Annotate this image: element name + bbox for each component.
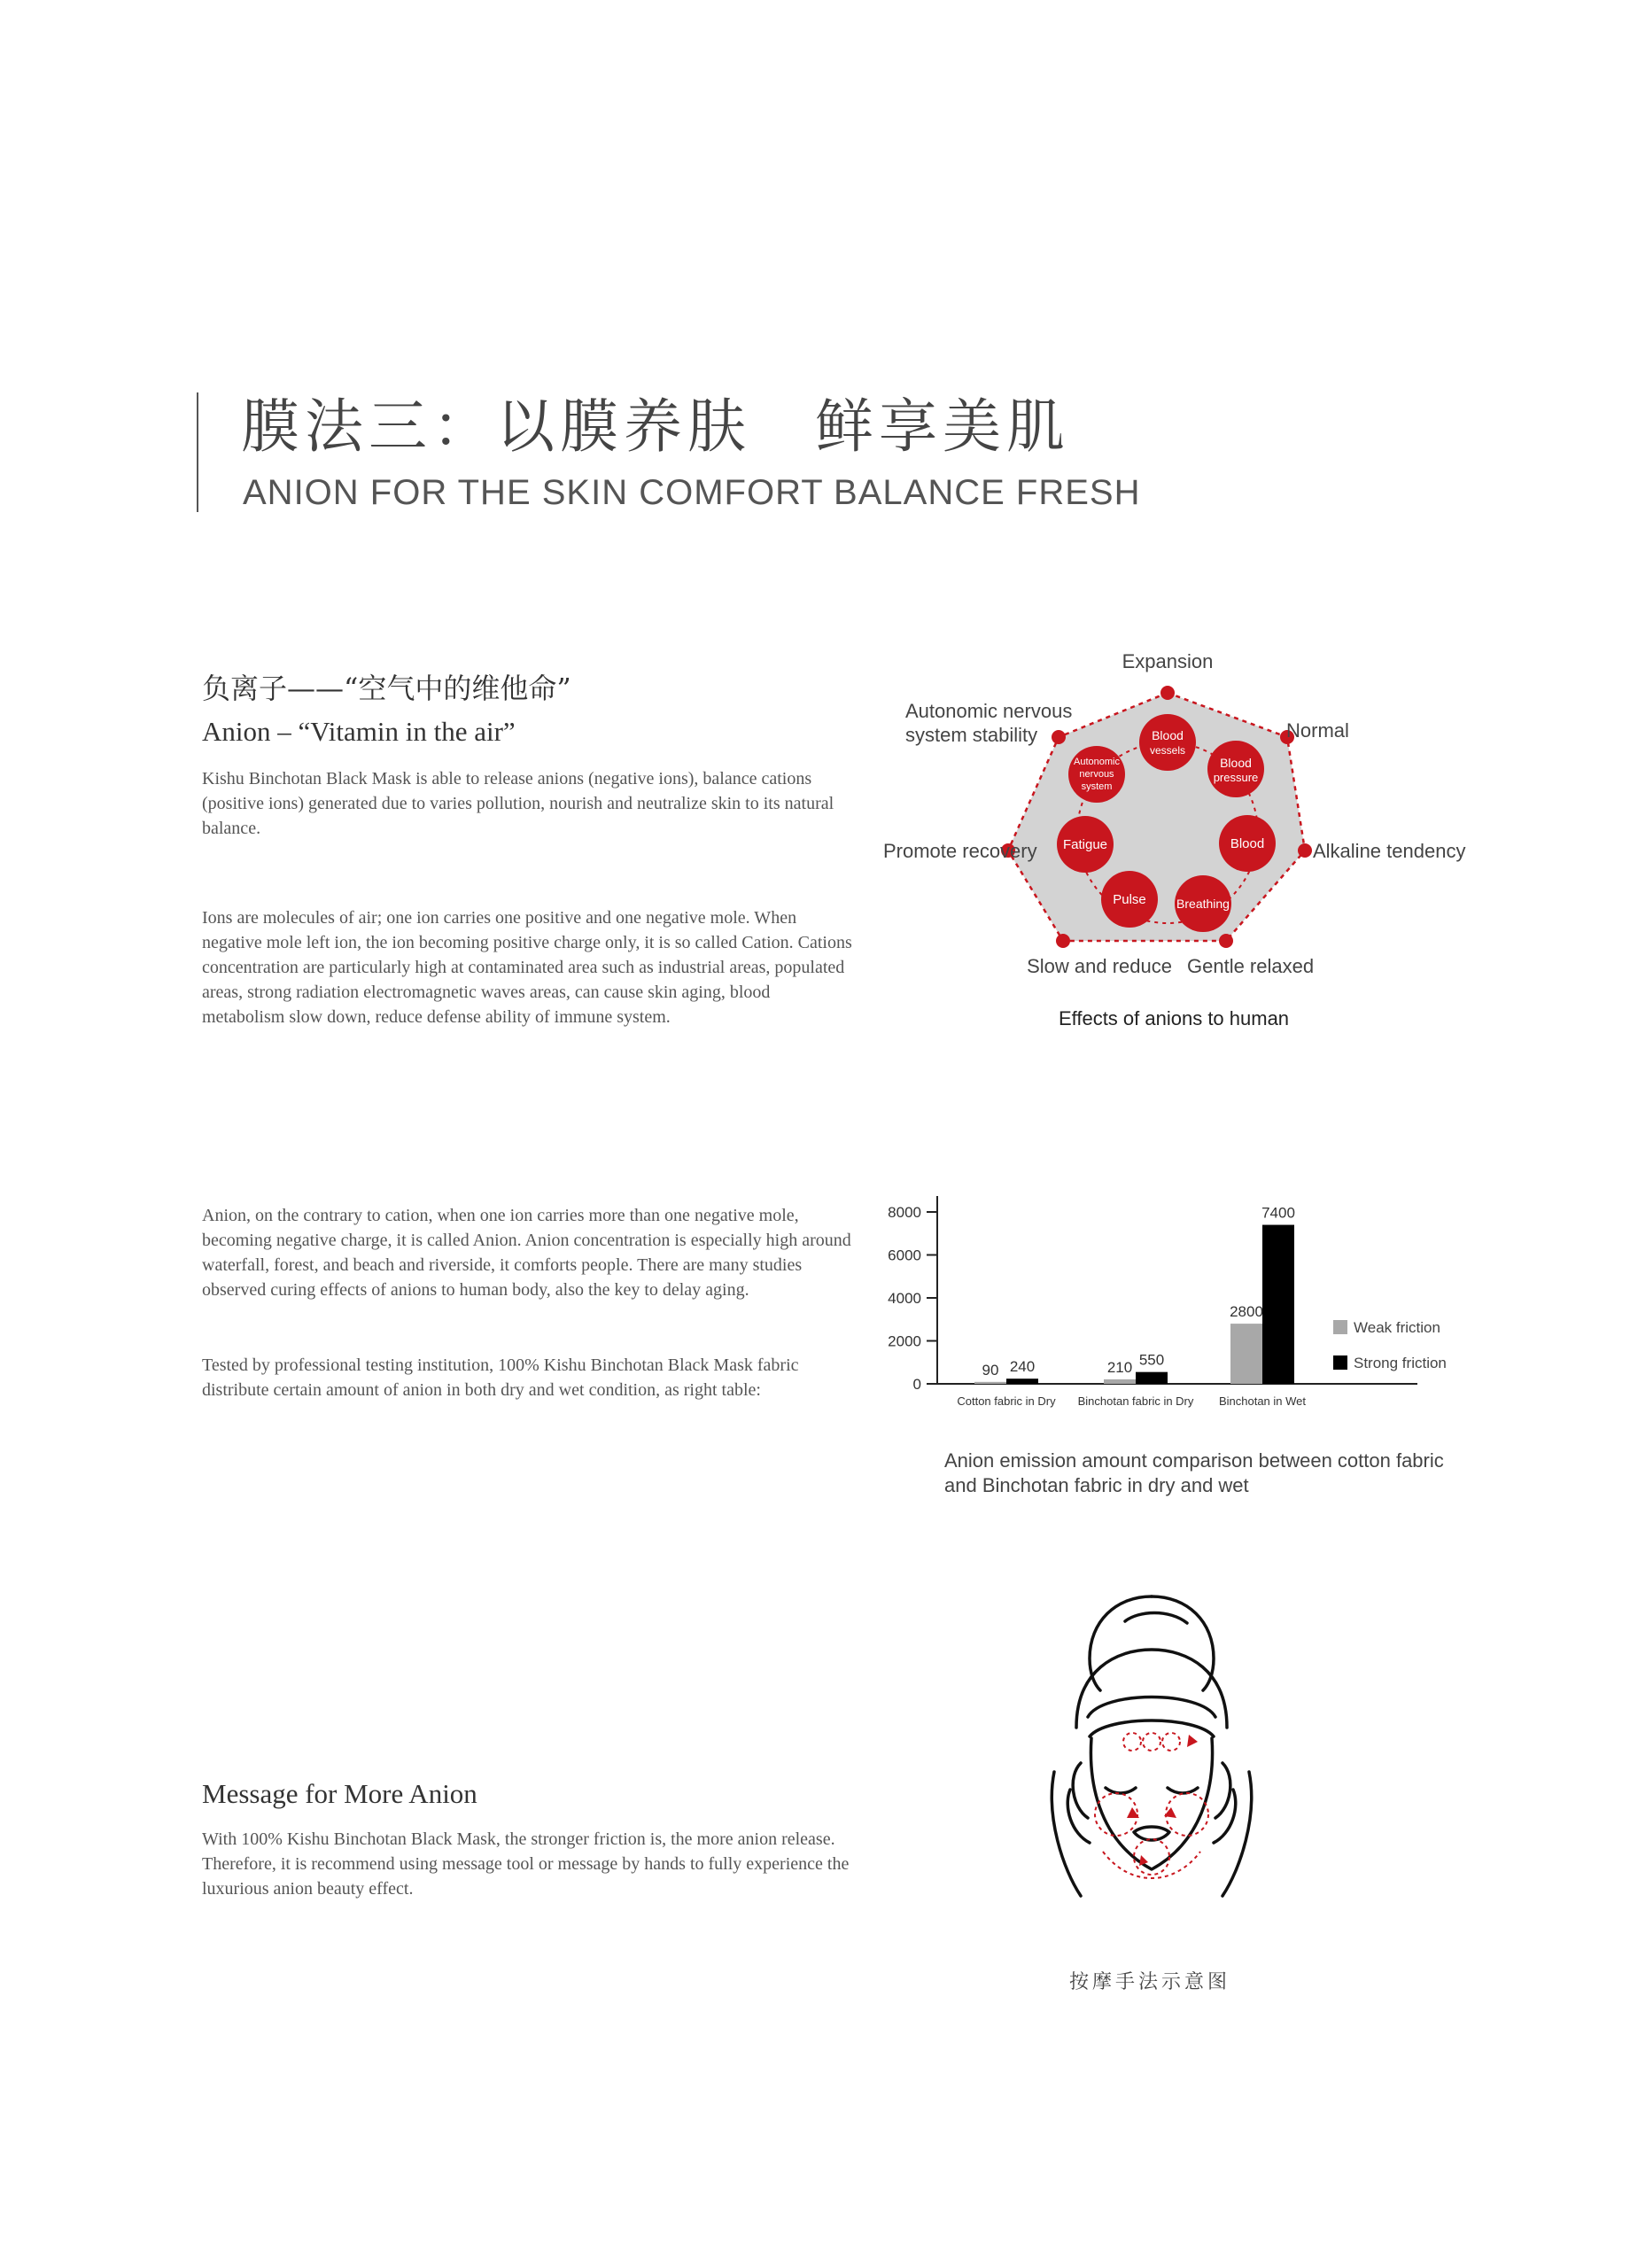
bar-value-label: 210 <box>1106 1358 1133 1376</box>
diagram-caption: Effects of anions to human <box>1058 1007 1290 1029</box>
circle-blood-pressure <box>1207 741 1264 797</box>
bun-line <box>1125 1613 1187 1624</box>
title-accent-bar <box>197 392 198 512</box>
bar-weak <box>1104 1379 1136 1384</box>
bar-value-label: 2800 <box>1230 1303 1263 1321</box>
eye-right <box>1168 1788 1198 1793</box>
massage-caption: 按摩手法示意图 <box>1068 1971 1230 1993</box>
label-expansion: Expansion <box>1122 650 1214 672</box>
bar-value-label: 7400 <box>1261 1204 1295 1222</box>
inner-label: Blood <box>1152 728 1184 742</box>
inner-label: nervous <box>1079 769 1114 780</box>
ion-paragraph: Ions are molecules of air; one ion carries one positive and one negative mole. When negative mole left ion, the ion becoming positive charge only, it is so called Cation. Cations concentration are particularly high at contaminated area such as industrial areas, populated areas, strong radiation electromagnetic waves areas, can cause skin aging, blood metabolism slow down, reduce defense ability of immune system. <box>202 908 852 1027</box>
hand-left-outer <box>1052 1772 1081 1896</box>
y-tick-label: 4000 <box>888 1290 921 1307</box>
circle-fatigue <box>1057 816 1114 873</box>
vertex-dot <box>1052 730 1066 744</box>
inner-label: system <box>1081 781 1113 792</box>
chart-caption-line2: and Binchotan fabric in dry and wet <box>944 1474 1249 1496</box>
section-title-cn: 负离子——“空气中的维他命” <box>202 672 571 705</box>
message-title: Message for More Anion <box>202 1778 477 1809</box>
y-tick-label: 2000 <box>888 1332 921 1350</box>
inner-label: Autonomic <box>1074 757 1120 767</box>
bar-value-label: 550 <box>1138 1351 1165 1369</box>
x-category-label: Binchotan in Wet <box>1218 1394 1307 1408</box>
inner-label: Fatigue <box>1062 837 1108 852</box>
vertex-dot <box>1056 934 1070 948</box>
label-autonomic-nervous: Autonomic nervous <box>905 700 1073 722</box>
label-promote-recovery: Promote recovery <box>883 840 1037 862</box>
page-title-en: ANION FOR THE SKIN COMFORT BALANCE FRESH <box>243 473 1141 512</box>
label-normal: Normal <box>1286 719 1349 742</box>
inner-label: Blood <box>1230 836 1265 851</box>
circle-pulse <box>1101 871 1158 928</box>
bar-strong <box>1006 1379 1038 1384</box>
inner-label: pressure <box>1213 771 1259 784</box>
anion-emission-chart <box>877 1187 1488 1515</box>
bar-weak <box>1230 1324 1262 1384</box>
face-outline <box>1091 1738 1212 1869</box>
legend-swatch-strong <box>1333 1355 1347 1370</box>
y-tick-label: 6000 <box>888 1247 921 1264</box>
chart-legend <box>1333 1319 1447 1371</box>
vertex-dot <box>1160 686 1175 700</box>
label-alkaline-tendency: Alkaline tendency <box>1313 840 1466 862</box>
section-title-en: Anion – “Vitamin in the air” <box>202 716 516 747</box>
page-title-cn: 膜法三：以膜养肤 鲜享美肌 <box>241 392 1070 461</box>
vertex-dot <box>1298 843 1312 858</box>
finger-left <box>1073 1763 1088 1818</box>
circle-autonomic-nervous-system <box>1068 746 1125 803</box>
massage-paths <box>1095 1733 1208 1878</box>
x-category-label: Binchotan fabric in Dry <box>1077 1394 1194 1408</box>
circle-breathing <box>1175 875 1231 932</box>
label-slow-and-reduce: Slow and reduce <box>1027 955 1172 977</box>
label-gentle-relaxed: Gentle relaxed <box>1187 955 1315 977</box>
face-massage-illustration <box>1019 1586 1285 1922</box>
anion-effects-diagram <box>868 638 1488 1045</box>
label-system-stability: system stability <box>905 724 1038 746</box>
testing-paragraph: Tested by professional testing institution, 100% Kishu Binchotan Black Mask fabric distribute certain amount of anion in both dry and wet condition, as right table: <box>202 1355 799 1400</box>
bar-value-label: 90 <box>982 1361 999 1379</box>
circle-blood <box>1219 815 1276 872</box>
y-tick-label: 0 <box>912 1376 921 1393</box>
finger-right <box>1215 1763 1230 1818</box>
message-paragraph: With 100% Kishu Binchotan Black Mask, the stronger friction is, the more anion release. Therefore, it is recommend using message tool or message by hands to fully experience the luxurious anion beauty effect. <box>202 1829 850 1899</box>
legend-strong-friction: Strong friction <box>1354 1355 1447 1371</box>
headband-bottom <box>1090 1720 1214 1736</box>
eye-left <box>1106 1788 1136 1793</box>
hair-bun-left <box>1090 1596 1152 1690</box>
legend-swatch-weak <box>1333 1320 1347 1334</box>
y-tick-label: 8000 <box>888 1204 921 1221</box>
inner-label: Pulse <box>1113 892 1146 907</box>
intro-paragraph: Kishu Binchotan Black Mask is able to release anions (negative ions), balance cations (positive ions) generated due to varies pollution, nourish and neutralize skin to its natural balance. <box>202 769 834 838</box>
circle-blood-vessels <box>1139 714 1196 771</box>
bar-strong <box>1262 1225 1294 1384</box>
inner-label: Breathing <box>1176 897 1230 911</box>
bar-value-label: 240 <box>1009 1358 1036 1376</box>
hand-right-outer <box>1222 1772 1252 1896</box>
headband-top <box>1088 1697 1215 1718</box>
anion-paragraph: Anion, on the contrary to cation, when one ion carries more than one negative mole, becoming negative charge, it is called Anion. Anion concentration is especially high around waterfall, forest, and beach and riverside, it comforts people. There are many studies observed curing effects of anions to human body, also the key to delay aging. <box>202 1206 851 1300</box>
bar-strong <box>1136 1372 1168 1384</box>
vertex-dot <box>1219 934 1233 948</box>
inner-label: vessels <box>1149 744 1186 757</box>
legend-weak-friction: Weak friction <box>1354 1319 1440 1336</box>
x-category-label: Cotton fabric in Dry <box>957 1394 1056 1408</box>
mouth <box>1134 1827 1169 1840</box>
inner-label: Blood <box>1220 756 1252 770</box>
hair-bun-right <box>1152 1596 1214 1690</box>
chart-caption-line1: Anion emission amount comparison between cotton fabric <box>944 1449 1444 1472</box>
bar-weak <box>974 1382 1006 1384</box>
